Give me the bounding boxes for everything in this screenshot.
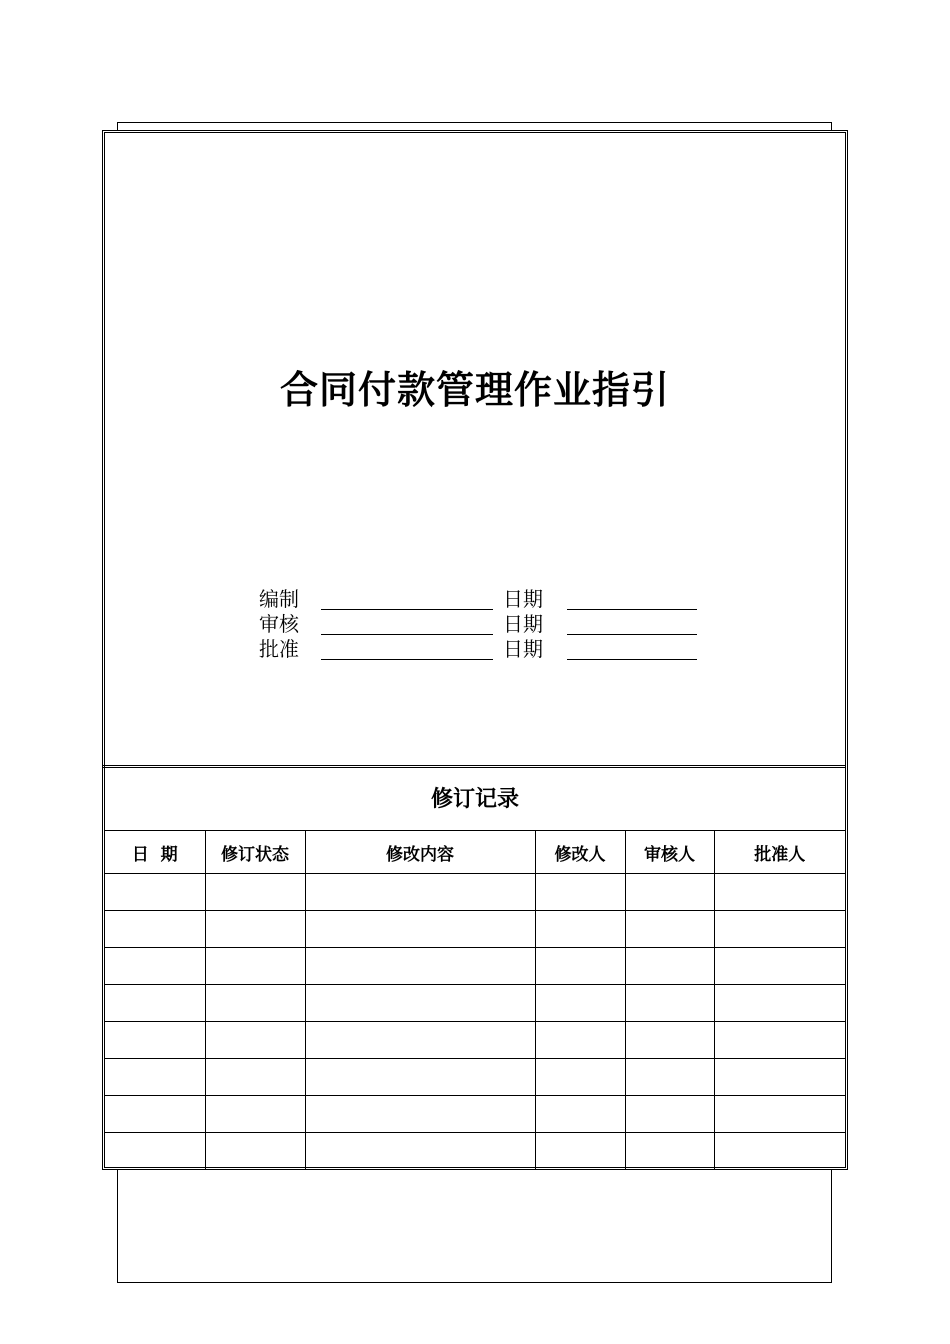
document-frame	[102, 130, 848, 1170]
table-cell[interactable]	[535, 1096, 625, 1133]
table-cell[interactable]	[714, 1022, 845, 1059]
table-cell[interactable]	[105, 874, 205, 911]
sign-label: 批准	[259, 637, 299, 661]
column-header-content: 修改内容	[305, 831, 535, 874]
table-row	[105, 1096, 845, 1133]
table-cell[interactable]	[625, 985, 714, 1022]
table-row	[105, 911, 845, 948]
table-cell[interactable]	[535, 874, 625, 911]
table-cell[interactable]	[205, 1133, 305, 1170]
table-cell[interactable]	[625, 1133, 714, 1170]
table-row	[105, 948, 845, 985]
table-cell[interactable]	[714, 1133, 845, 1170]
table-cell[interactable]	[105, 1022, 205, 1059]
table-row	[105, 1059, 845, 1096]
table-cell[interactable]	[105, 1059, 205, 1096]
table-cell[interactable]	[535, 911, 625, 948]
table-cell[interactable]	[625, 1059, 714, 1096]
signature-line[interactable]	[321, 609, 493, 610]
table-cell[interactable]	[105, 985, 205, 1022]
table-cell[interactable]	[714, 948, 845, 985]
table-cell[interactable]	[714, 874, 845, 911]
table-cell[interactable]	[305, 874, 535, 911]
table-cell[interactable]	[625, 874, 714, 911]
table-cell[interactable]	[205, 874, 305, 911]
column-header-status: 修订状态	[205, 831, 305, 874]
table-row	[105, 1022, 845, 1059]
table-cell[interactable]	[625, 911, 714, 948]
table-cell[interactable]	[535, 1022, 625, 1059]
table-cell[interactable]	[305, 948, 535, 985]
table-row	[105, 985, 845, 1022]
table-cell[interactable]	[305, 1059, 535, 1096]
revision-table	[105, 830, 845, 1169]
table-cell[interactable]	[305, 1096, 535, 1133]
date-label: 日期	[503, 637, 543, 661]
table-cell[interactable]	[714, 1096, 845, 1133]
sign-label: 审核	[259, 612, 299, 636]
cover-section	[105, 133, 845, 765]
table-row	[105, 874, 845, 911]
table-cell[interactable]	[535, 1059, 625, 1096]
section-divider	[103, 765, 845, 768]
date-line[interactable]	[567, 659, 697, 660]
revision-table-body	[105, 874, 845, 1170]
signature-line[interactable]	[321, 634, 493, 635]
column-header-approver: 批准人	[714, 831, 845, 874]
revision-header-row	[105, 831, 845, 874]
table-cell[interactable]	[714, 911, 845, 948]
table-cell[interactable]	[105, 948, 205, 985]
date-line[interactable]	[567, 634, 697, 635]
table-cell[interactable]	[105, 911, 205, 948]
table-cell[interactable]	[105, 1096, 205, 1133]
table-cell[interactable]	[205, 1022, 305, 1059]
table-cell[interactable]	[535, 985, 625, 1022]
sign-label: 编制	[259, 587, 299, 611]
date-label: 日期	[503, 612, 543, 636]
table-cell[interactable]	[205, 911, 305, 948]
table-cell[interactable]	[305, 1022, 535, 1059]
table-cell[interactable]	[535, 1133, 625, 1170]
table-cell[interactable]	[305, 985, 535, 1022]
table-cell[interactable]	[105, 1133, 205, 1170]
table-cell[interactable]	[714, 1059, 845, 1096]
table-cell[interactable]	[205, 1096, 305, 1133]
column-header-date: 日 期	[105, 831, 205, 874]
signature-line[interactable]	[321, 659, 493, 660]
column-header-modifier: 修改人	[535, 831, 625, 874]
table-cell[interactable]	[625, 948, 714, 985]
revision-record-title: 修订记录	[105, 770, 845, 831]
table-cell[interactable]	[205, 985, 305, 1022]
table-cell[interactable]	[305, 911, 535, 948]
table-cell[interactable]	[625, 1096, 714, 1133]
date-label: 日期	[503, 587, 543, 611]
table-cell[interactable]	[305, 1133, 535, 1170]
document-title: 合同付款管理作业指引	[279, 367, 670, 412]
column-header-reviewer: 审核人	[625, 831, 714, 874]
table-cell[interactable]	[625, 1022, 714, 1059]
table-cell[interactable]	[535, 948, 625, 985]
date-line[interactable]	[567, 609, 697, 610]
table-cell[interactable]	[714, 985, 845, 1022]
table-cell[interactable]	[205, 1059, 305, 1096]
table-cell[interactable]	[205, 948, 305, 985]
table-row	[105, 1133, 845, 1170]
